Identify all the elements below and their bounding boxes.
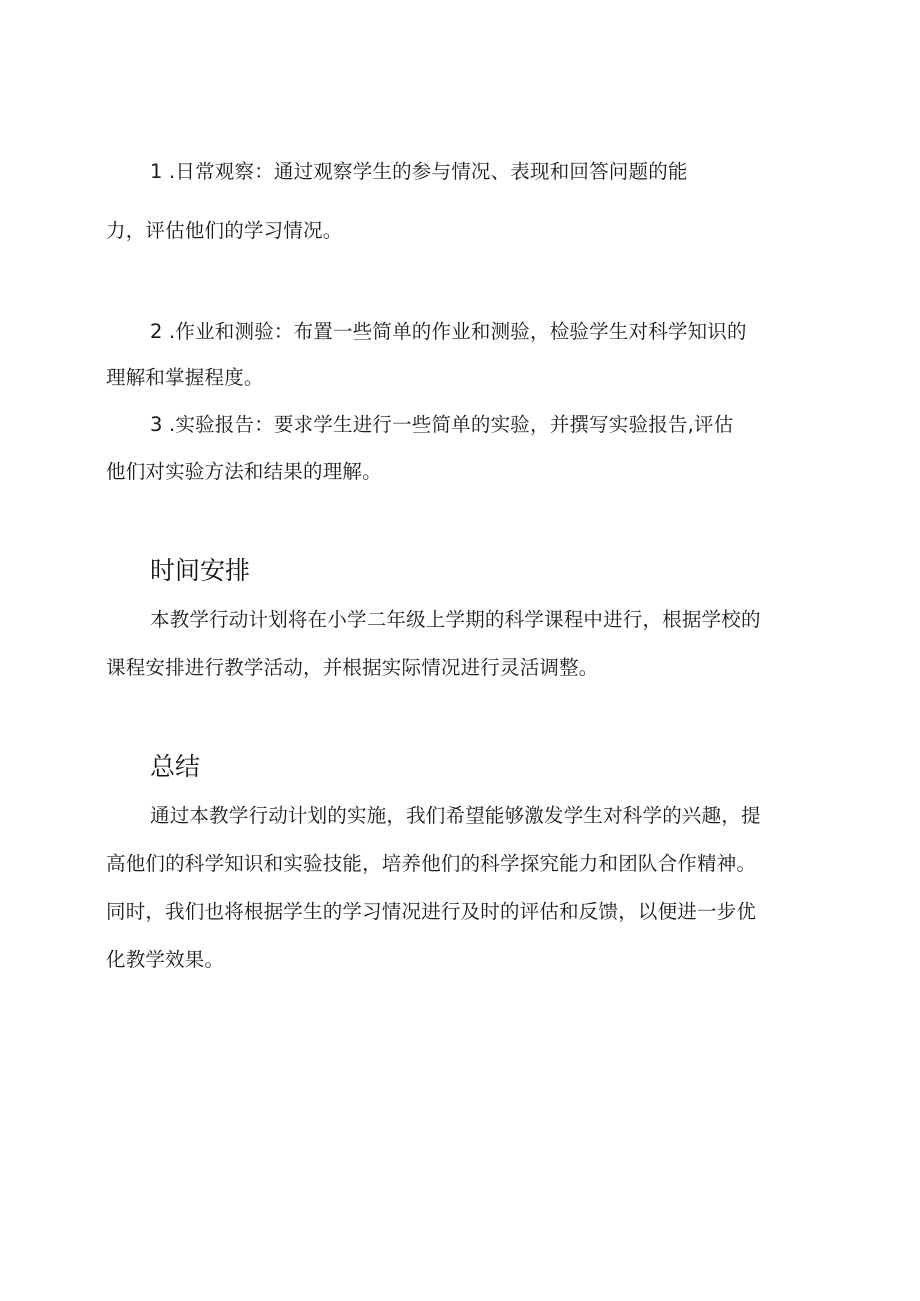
evaluation-item-1-line-2: 力，评估他们的学习情况。 [106, 219, 343, 242]
schedule-line-2: 课程安排进行教学活动，并根据实际情况进行灵活调整。 [106, 656, 599, 679]
summary-heading: 总结 [150, 752, 201, 781]
evaluation-item-3-line-2: 他们对实验方法和结果的理解。 [106, 460, 382, 483]
summary-line-2: 高他们的科学知识和实验技能，培养他们的科学探究能力和团队合作精神。 [106, 852, 757, 875]
summary-line-1: 通过本教学行动计划的实施，我们希望能够激发学生对科学的兴趣，提 [150, 804, 761, 827]
schedule-line-1: 本教学行动计划将在小学二年级上学期的科学课程中进行，根据学校的 [150, 608, 761, 631]
evaluation-item-3-line-1: 3 .实验报告：要求学生进行一些简单的实验，并撰写实验报告,评估 [150, 413, 734, 436]
schedule-heading: 时间安排 [150, 556, 251, 585]
evaluation-item-2-line-1: 2 .作业和测验：布置一些简单的作业和测验，检验学生对科学知识的 [150, 320, 747, 343]
summary-line-3: 同时，我们也将根据学生的学习情况进行及时的评估和反馈，以便进一步优 [106, 900, 757, 923]
summary-line-4: 化教学效果。 [106, 948, 225, 971]
evaluation-item-2-line-2: 理解和掌握程度。 [106, 366, 264, 389]
evaluation-item-1-line-1: 1 .日常观察：通过观察学生的参与情况、表现和回答问题的能 [150, 160, 688, 183]
